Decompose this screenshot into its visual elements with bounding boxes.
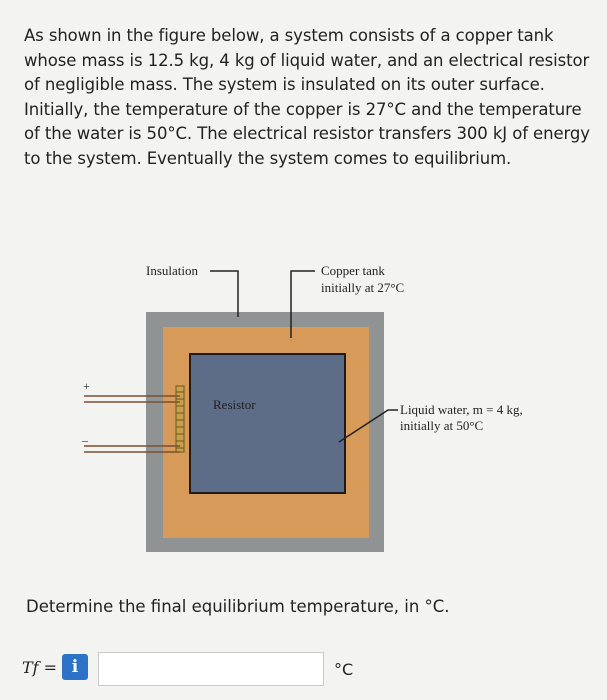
insulation-leader	[210, 271, 238, 317]
plus-terminal: +	[83, 379, 90, 393]
answer-input[interactable]	[98, 652, 324, 686]
resistor-label: Resistor	[213, 397, 256, 412]
water-label-line2: initially at 50°C	[400, 418, 484, 433]
unit-label: °C	[334, 660, 354, 679]
liquid-water	[190, 354, 345, 493]
copper-label-line2: initially at 27°C	[321, 280, 405, 295]
copper-label-line1: Copper tank	[321, 263, 385, 278]
problem-statement: As shown in the figure below, a system consists of a copper tank whose mass is 12.5 kg, 4 kg of liquid water, and an electrical resistor of negligible mass. The system is insulated on its outer surface. Initially, the temperature of the copper is 27°C and the temperature of the water is 50°C. The electrical resistor transfers 300 kJ of energy to the system. Eventually the system comes to equilibrium.	[24, 26, 590, 168]
question-prompt: Determine the final equilibrium temperature, in °C.	[26, 597, 450, 616]
insulation-label: Insulation	[146, 263, 198, 278]
tf-label: Tf =	[22, 658, 58, 677]
water-label-line1: Liquid water, m = 4 kg,	[400, 402, 523, 417]
minus-terminal: –	[82, 433, 88, 447]
info-icon[interactable]: i	[62, 654, 88, 680]
